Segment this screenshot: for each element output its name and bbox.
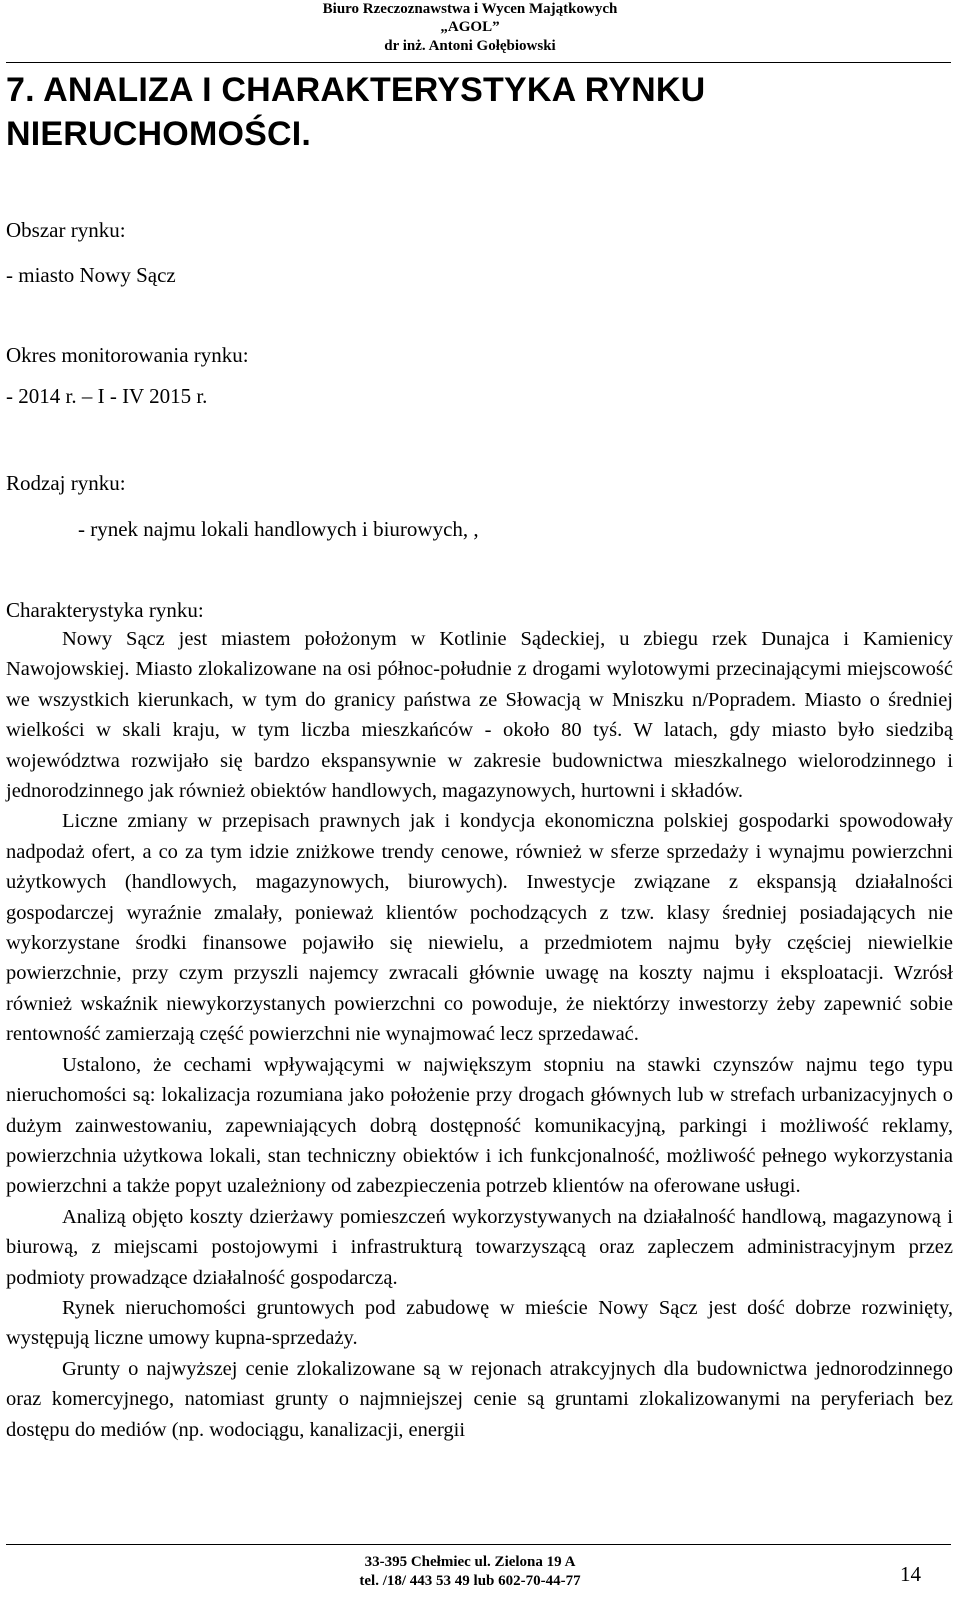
characteristics-body xyxy=(6,624,953,1445)
paragraph: Rynek nieruchomości gruntowych pod zabudowę w mieście Nowy Sącz jest dość dobrze rozwinięty, występują liczne umowy kupna-sprzedaży. xyxy=(6,1296,953,1350)
section-title-line-1: 7. ANALIZA I CHARAKTERYSTYKA RYNKU xyxy=(6,71,706,109)
section-title-line-2: NIERUCHOMOŚCI. xyxy=(6,115,312,153)
footer-address: 33-395 Chełmiec ul. Zielona 19 A xyxy=(364,1554,576,1570)
footer-divider xyxy=(6,1544,951,1545)
paragraph: Liczne zmiany w przepisach prawnych jak i kondycja ekonomiczna polskiej gospodarki spowodowały nadpodaż ofert, a co za tym idzie zniżkowe trendy cenowe, również w sferze sprzedaży i wynajmu powierzchni użytkowych (handlowych, magazynowych, biurowych). Inwestycje związane z ekspansją działalności gospodarczej wyraźnie zmalały, ponieważ klientów pochodzących z tzw. klasy średniej posiadających nie wykorzystane środki finansowe pojawiło się niewielu, a przedmiotem najmu były częściej niewielkie powierzchnie, przy czym przyszli najemcy zwracali głównie uwagę na koszty najmu i eksploatacji. Wzrósł również wskaźnik niewykorzystanych powierzchni co powoduje, że niektórzy inwestorzy żeby zapewnić sobie rentowność zamierzają część powierzchni nie wynajmować lecz sprzedawać. xyxy=(6,810,953,1046)
market-area-label: Obszar rynku: xyxy=(6,218,126,242)
monitoring-period-item: - 2014 r. – I - IV 2015 r. xyxy=(6,384,208,408)
paragraph: Ustalono, że cechami wpływającymi w największym stopniu na stawki czynszów najmu tego typu nieruchomości są: lokalizacja rozumiana jako położenie przy drogach głównych lub w strefach urbanizacyjnych o dużym zainwestowaniu, zapewniających dobrą dostępność komunikacyjną, parkingi i możliwość reklamy, powierzchnia użytkowa lokali, stan techniczny obiektów i ich funkcjonalność, możliwość pełnego wykorzystania powierzchni a także popyt uzależniony od zabezpieczenia potrzeb klientów na oferowane usługi. xyxy=(6,1053,953,1198)
page-footer xyxy=(300,1553,640,1591)
footer-phone: tel. /18/ 443 53 49 lub 602-70-44-77 xyxy=(359,1573,581,1589)
header-company-name: Biuro Rzeczoznawstwa i Wycen Majątkowych xyxy=(322,1,618,17)
header-author: dr inż. Antoni Gołębiowski xyxy=(384,38,556,54)
monitoring-period-label: Okres monitorowania rynku: xyxy=(6,343,249,367)
page-number: 14 xyxy=(900,1562,921,1586)
characteristics-heading: Charakterystyka rynku: xyxy=(6,598,204,622)
section-title xyxy=(6,68,946,156)
market-type-item: - rynek najmu lokali handlowych i biurowych, , xyxy=(78,517,479,541)
paragraph: Grunty o najwyższej cenie zlokalizowane są w rejonach atrakcyjnych dla budownictwa jednorodzinnego oraz komercyjnego, natomiast grunty o najmniejszej cenie są gruntami zlokalizowanymi na peryferiach bez dostępu do mediów (np. wodociągu, kanalizacji, energii xyxy=(6,1357,953,1441)
header-company-brand: „AGOL” xyxy=(440,19,500,35)
market-area-item: - miasto Nowy Sącz xyxy=(6,263,176,287)
paragraph: Analizą objęto koszty dzierżawy pomieszczeń wykorzystywanych na działalność handlową, magazynową i biurową, z miejscami postojowymi i infrastrukturą towarzyszącą oraz zapleczem administracyjnym przez podmioty prowadzące działalność gospodarczą. xyxy=(6,1205,953,1289)
paragraph: Nowy Sącz jest miastem położonym w Kotlinie Sądeckiej, u zbiegu rzek Dunajca i Kamienicy Nawojowskiej. Miasto zlokalizowane na osi północ-południe z drogami wylotowymi przecinającymi miejscowość we wszystkich kierunkach, w tym do granicy państwa ze Słowacją w Mniszku n/Popradem. Miasto o średniej wielkości w skali kraju, w tym liczba mieszkańców - około 80 tyś. W latach, gdy miasto było siedzibą województwa rozwijało się bardzo ekspansywnie w zakresie budownictwa mieszkalnego wielorodzinnego i jednorodzinnego jak również obiektów handlowych, magazynowych, hurtowni i składów. xyxy=(6,628,953,803)
market-type-label: Rodzaj rynku: xyxy=(6,471,126,495)
header-divider xyxy=(6,62,951,63)
